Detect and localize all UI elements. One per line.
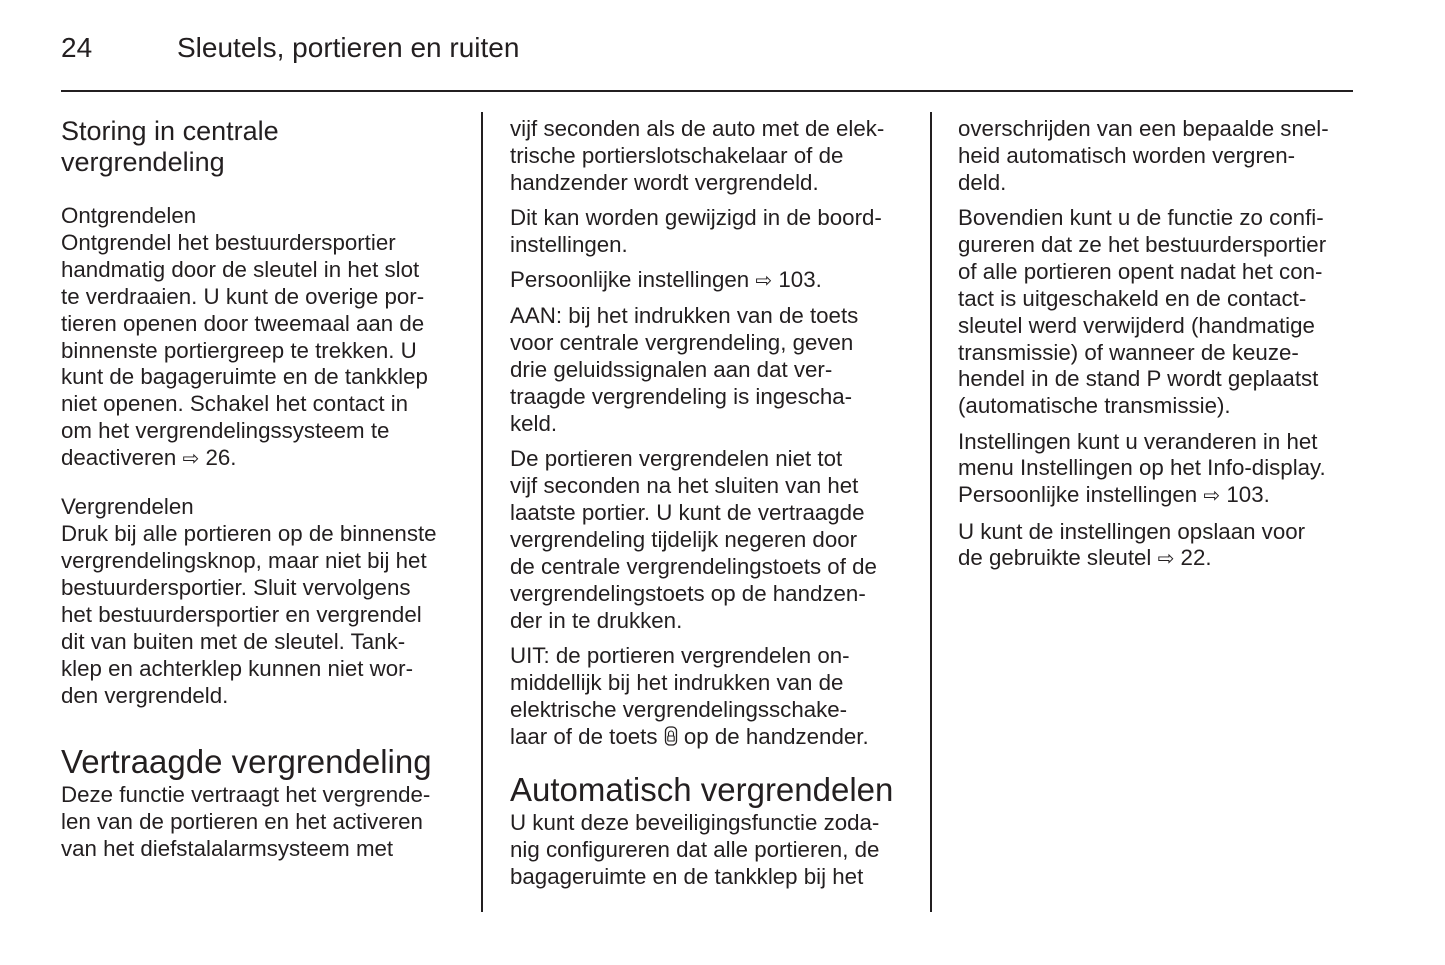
cross-reference[interactable]: Persoonlijke instellingen ⇨ 103.: [958, 482, 1270, 508]
ref-arrow-icon: ⇨: [755, 270, 773, 293]
header-rule: [61, 90, 1353, 92]
ref-arrow-icon: ⇨: [1157, 548, 1175, 571]
running-title: Sleutels, portieren en ruiten: [177, 32, 520, 63]
menu-label-instellingen: Instellingen: [1019, 455, 1133, 481]
paragraph-aan: AAN: bij het indrukken van de toets voor centrale vergrendeling, geven drie geluidssignalen aan dat ver- traagde vergrendeling is ingescha- keld.: [510, 303, 859, 436]
paragraph-uit: UIT: de portieren vergrendelen on- middellijk bij het indrukken van de elektrische vergrendelingsschake- laar of de toets op de handzender.: [510, 642, 869, 749]
option-label-uit: UIT: [510, 642, 544, 668]
paragraph-persoonlijke: [510, 267, 910, 295]
column-divider-2: [930, 112, 932, 912]
paragraph-boordinstellingen: Dit kan worden gewijzigd in de boord- instellingen.: [510, 205, 882, 257]
paragraph-vijf-seconden: vijf seconden als de auto met de elek- trische portierslotschakelaar of de handzender wordt vergrendeld.: [510, 116, 885, 195]
cross-reference[interactable]: deactiveren ⇨ 26.: [61, 445, 237, 471]
ref-arrow-icon: ⇨: [182, 448, 200, 471]
paragraph-portieren-niet: De portieren vergrendelen niet tot vijf seconden na het sluiten van het laatste portier. U kunt de vertraagde vergrendeling tijdelijk negeren door de centrale vergrendelingstoets of de vergrendelingstoets op de handzen- der in te drukken.: [510, 446, 877, 633]
lock-key-icon: [664, 726, 678, 746]
ref-arrow-icon: ⇨: [1203, 485, 1221, 508]
paragraph-opslaan: U kunt de instellingen opslaan voor de gebruikte sleutel ⇨ 22.: [958, 519, 1358, 574]
subheading-ontgrendelen: Ontgrendelen: [61, 203, 197, 228]
subheading-vergrendelen: Vergrendelen: [61, 494, 194, 520]
paragraph-snelheid: overschrijden van een bepaalde snel- heid automatisch worden vergren- deld.: [958, 116, 1329, 195]
cross-reference[interactable]: Persoonlijke instellingen ⇨ 103.: [510, 267, 822, 293]
paragraph-bovendien: Bovendien kunt u de functie zo confi- gureren dat ze het bestuurdersportier of alle portieren opent nadat het con- tact is uitgeschakeld en de contact- sleutel werd verwijderd (handmatige transmissie) of wanneer de keuze- hendel in de stand P wordt geplaatst (automatische transmissie).: [958, 205, 1327, 419]
paragraph-ontgrendelen: Ontgrendel het bestuurdersportier handmatig door de sleutel in het slot te verdraaien. U kunt de overige por- tieren openen door tweemaal aan de binnenste portiergreep te trekken. U kunt de bagageruimte en de tankklep niet openen. Schakel het contact in om het vergrendelingssysteem te deactiveren ⇨ 26.: [61, 230, 461, 473]
section-heading-storing: Storing in centrale vergrendeling: [61, 116, 279, 177]
column-2: [510, 116, 910, 899]
cross-reference[interactable]: de gebruikte sleutel ⇨ 22.: [958, 545, 1212, 571]
paragraph-instellingen: Instellingen kunt u veranderen in het menu Instellingen op het Info-display. Persoonlijke instellingen ⇨ 103.: [958, 429, 1358, 511]
page-number: 24: [61, 32, 93, 63]
column-divider-1: [481, 112, 483, 912]
paragraph-automatisch: U kunt deze beveiligingsfunctie zoda- nig configureren dat alle portieren, de bagageruimte en de tankklep bij het: [510, 809, 880, 889]
option-label-aan: AAN: [510, 303, 556, 329]
column-3: [958, 116, 1358, 582]
paragraph-vergrendelen: Druk bij alle portieren op de binnenste vergrendelingsknop, maar niet bij het bestuurdersportier. Sluit vervolgens het bestuurdersportier en vergrendel dit van buiten met de sleutel. Tank- klep en achterklep kunnen niet wor- den vergrendeld.: [61, 521, 437, 708]
column-1: [61, 116, 461, 871]
gear-position-p: P: [1146, 366, 1161, 392]
paragraph-vertraagde: Deze functie vertraagt het vergrende- len van de portieren en het activeren van het diefstalalarmsysteem met: [61, 781, 431, 861]
section-heading-vertraagde: Vertraagde vergrendeling: [61, 742, 432, 780]
section-heading-automatisch: Automatisch vergrendelen: [510, 770, 894, 808]
